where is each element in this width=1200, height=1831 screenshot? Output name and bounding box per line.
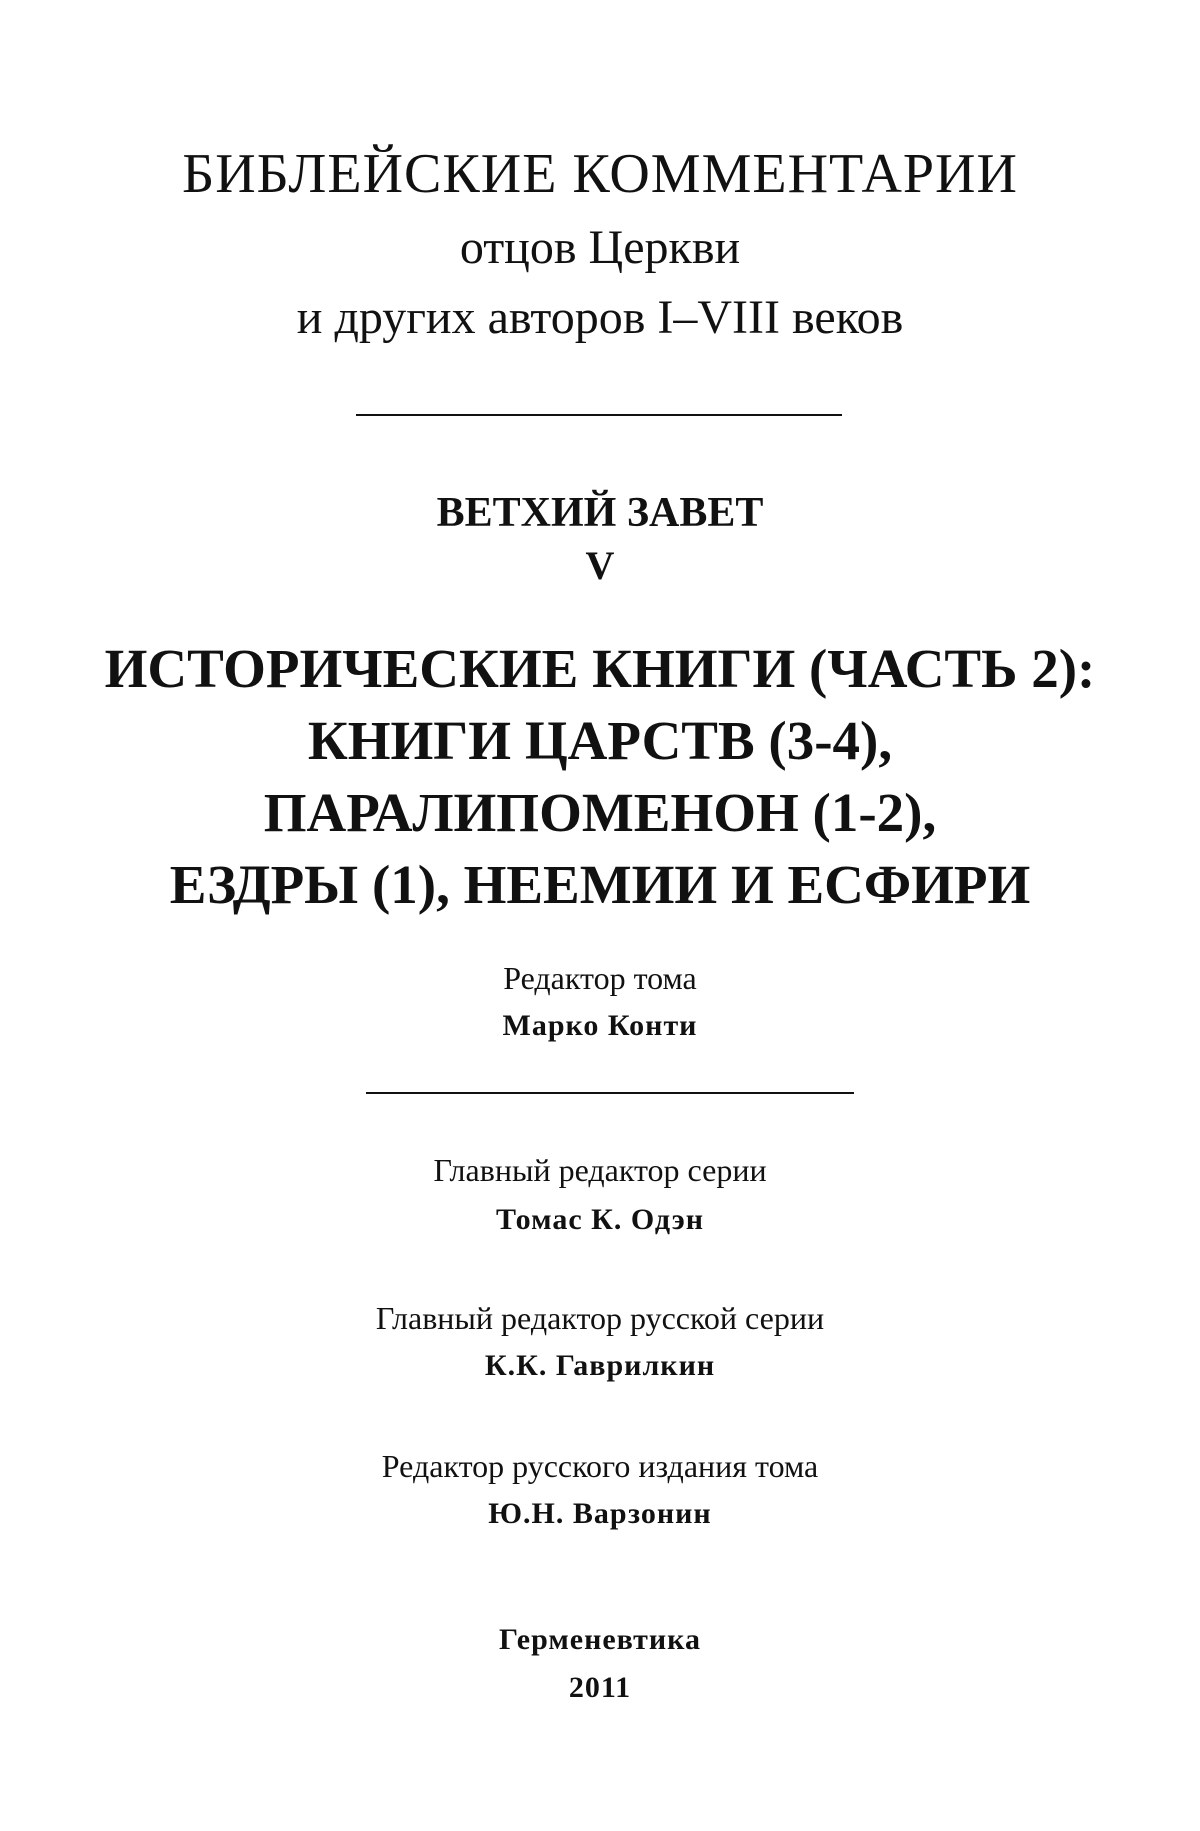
series-editor-label: Главный редактор серии [433,1152,767,1188]
series-subtitle-line-2: и других авторов I–VIII веков [296,291,904,344]
volume-editor-name: Марко Конти [502,1009,698,1042]
series-title: БИБЛЕЙСКИЕ КОММЕНТАРИИ [182,143,1018,205]
divider-rule-bottom [366,1092,854,1094]
testament-heading: ВЕТХИЙ ЗАВЕТ [436,490,764,536]
russian-volume-editor-label: Редактор русского издания тома [381,1448,819,1484]
divider-rule-top [356,414,842,416]
book-title-line-1: ИСТОРИЧЕСКИЕ КНИГИ (ЧАСТЬ 2): [104,638,1096,699]
russian-series-editor-label: Главный редактор русской серии [375,1300,825,1336]
publication-year: 2011 [568,1671,632,1704]
series-subtitle-line-1: отцов Церкви [459,221,741,274]
book-title-line-2: КНИГИ ЦАРСТВ (3-4), [307,710,893,771]
publisher-name: Герменевтика [498,1623,701,1656]
russian-series-editor-name: К.К. Гаврилкин [484,1349,716,1382]
russian-volume-editor-name: Ю.Н. Варзонин [488,1497,712,1530]
series-editor-name: Томас К. Одэн [496,1203,704,1236]
volume-number: V [585,543,615,588]
book-title-line-4: ЕЗДРЫ (1), НЕЕМИИ И ЕСФИРИ [169,854,1031,915]
volume-editor-label: Редактор тома [503,960,697,996]
book-title-line-3: ПАРАЛИПОМЕНОН (1-2), [263,782,937,843]
